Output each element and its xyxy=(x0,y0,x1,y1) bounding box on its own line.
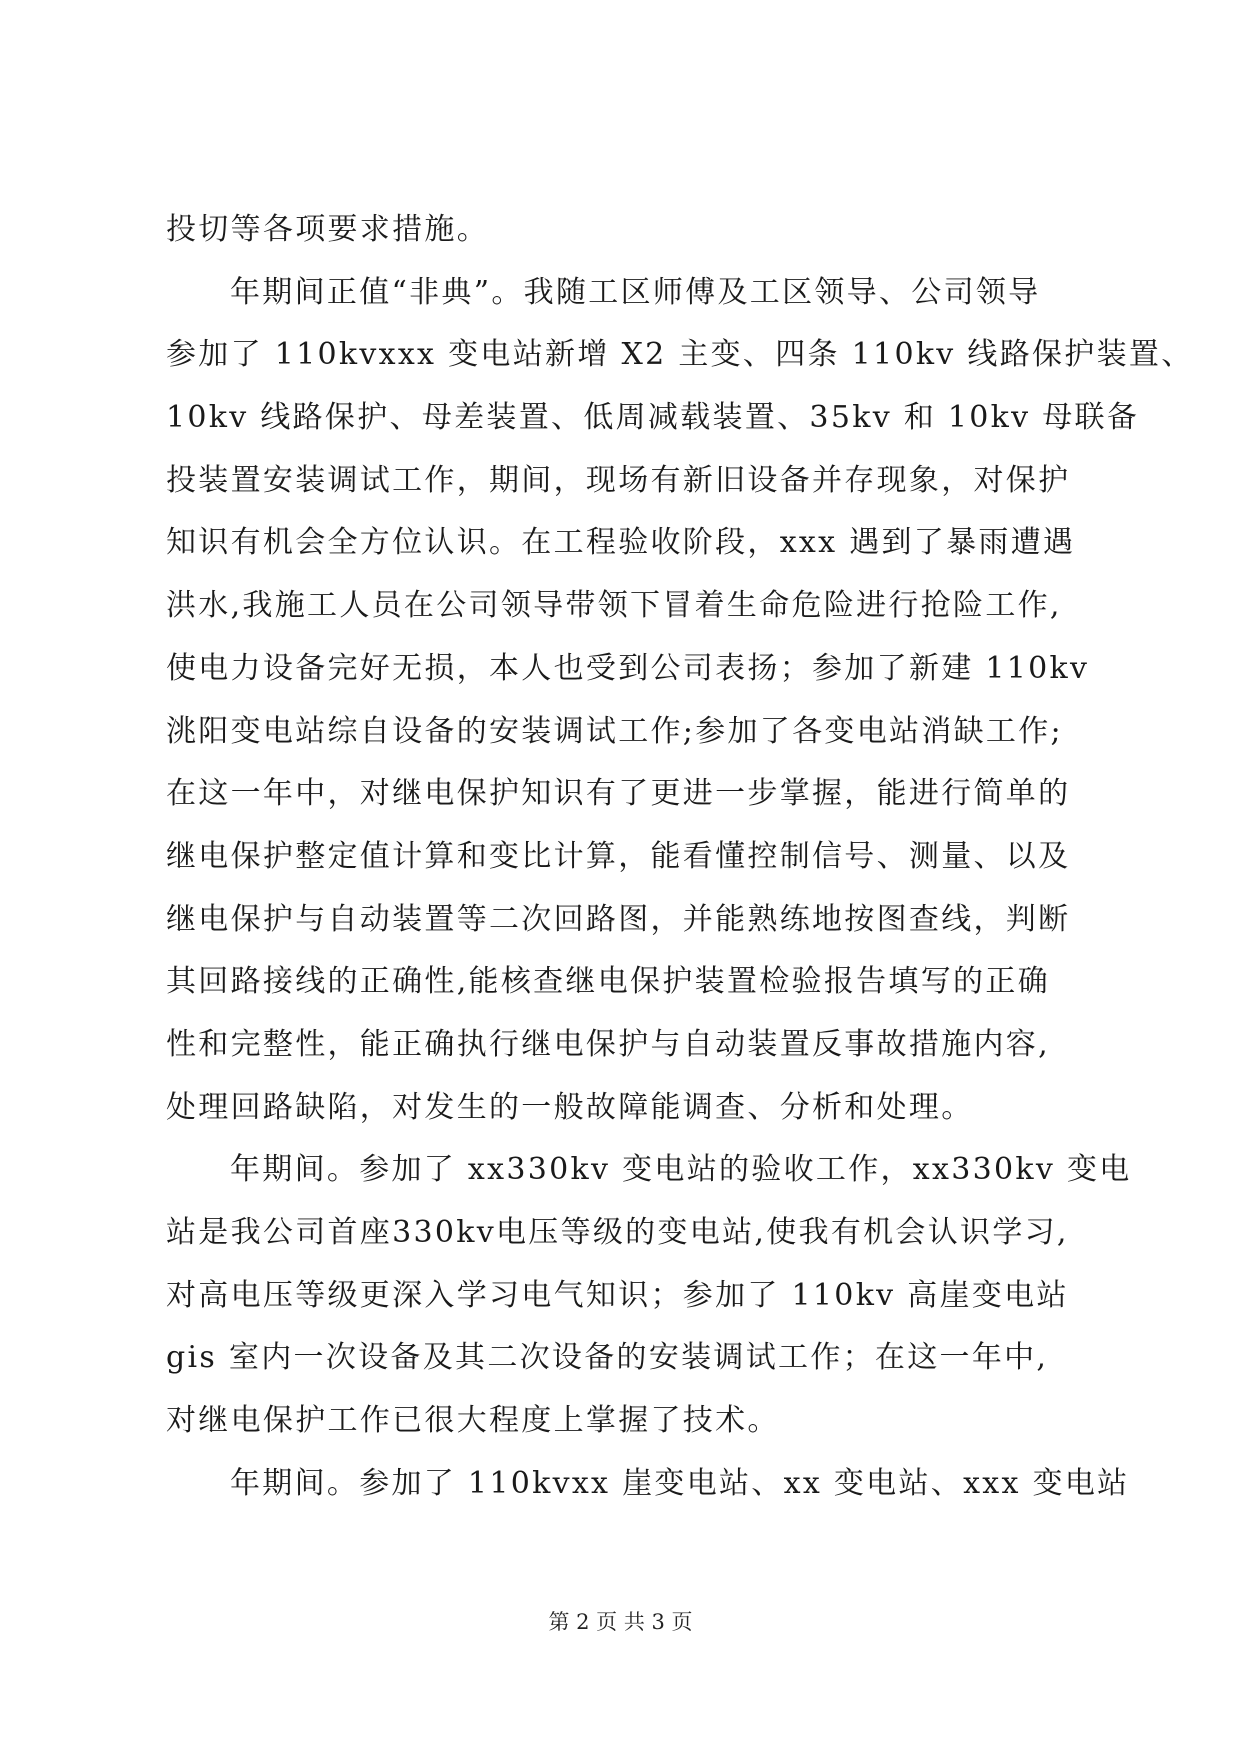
text-line: 其回路接线的正确性,能核查继电保护装置检验报告填写的正确 xyxy=(166,964,1050,1000)
text-line: 对高电压等级更深入学习电气知识；参加了 110kv 高崖变电站 xyxy=(166,1277,1069,1313)
text-line: 处理回路缺陷，对发生的一般故障能调查、分析和处理。 xyxy=(166,1089,974,1125)
text-line: 10kv 线路保护、母差装置、低周减载装置、35kv 和 10kv 母联备 xyxy=(166,400,1140,436)
text-line: 站是我公司首座330kv电压等级的变电站,使我有机会认识学习, xyxy=(166,1215,1069,1250)
paragraph-first-line: 年期间。参加了 xx330kv 变电站的验收工作，xx330kv 变电 xyxy=(230,1152,1132,1188)
paragraph-first-line: 年期间。参加了 110kvxx 崖变电站、xx 变电站、xxx 变电站 xyxy=(230,1465,1130,1501)
paragraph-first-line: 年期间正值“非典”。我随工区师傅及工区领导、公司领导 xyxy=(230,274,1041,310)
text-line: 性和完整性，能正确执行继电保护与自动装置反事故措施内容, xyxy=(166,1026,1050,1062)
text-line: 投装置安装调试工作，期间，现场有新旧设备并存现象，对保护 xyxy=(166,462,1071,498)
text-line: 继电保护与自动装置等二次回路图，并能熟练地按图查线，判断 xyxy=(166,901,1071,937)
text-line: 参加了 110kvxxx 变电站新增 X2 主变、四条 110kv 线路保护装置、 xyxy=(166,337,1194,373)
document-body xyxy=(166,199,1194,1515)
text-line: 洪水,我施工人员在公司领导带领下冒着生命危险进行抢险工作, xyxy=(166,588,1062,624)
text-line: 继电保护整定值计算和变比计算，能看懂控制信号、测量、以及 xyxy=(166,838,1071,874)
text-line: 知识有机会全方位认识。在工程验收阶段，xxx 遇到了暴雨遭遇 xyxy=(166,525,1076,561)
text-line: gis 室内一次设备及其二次设备的安装调试工作；在这一年中, xyxy=(166,1340,1049,1376)
text-line: 使电力设备完好无损，本人也受到公司表扬；参加了新建 110kv xyxy=(166,650,1090,686)
text-line: 投切等各项要求措施。 xyxy=(166,212,489,247)
page-footer: 第 2 页 共 3 页 xyxy=(548,1610,693,1634)
text-line: 在这一年中，对继电保护知识有了更进一步掌握，能进行简单的 xyxy=(166,776,1071,812)
text-line: 对继电保护工作已很大程度上掌握了技术。 xyxy=(166,1403,780,1439)
text-line: 洮阳变电站综自设备的安装调试工作;参加了各变电站消缺工作; xyxy=(166,713,1063,749)
